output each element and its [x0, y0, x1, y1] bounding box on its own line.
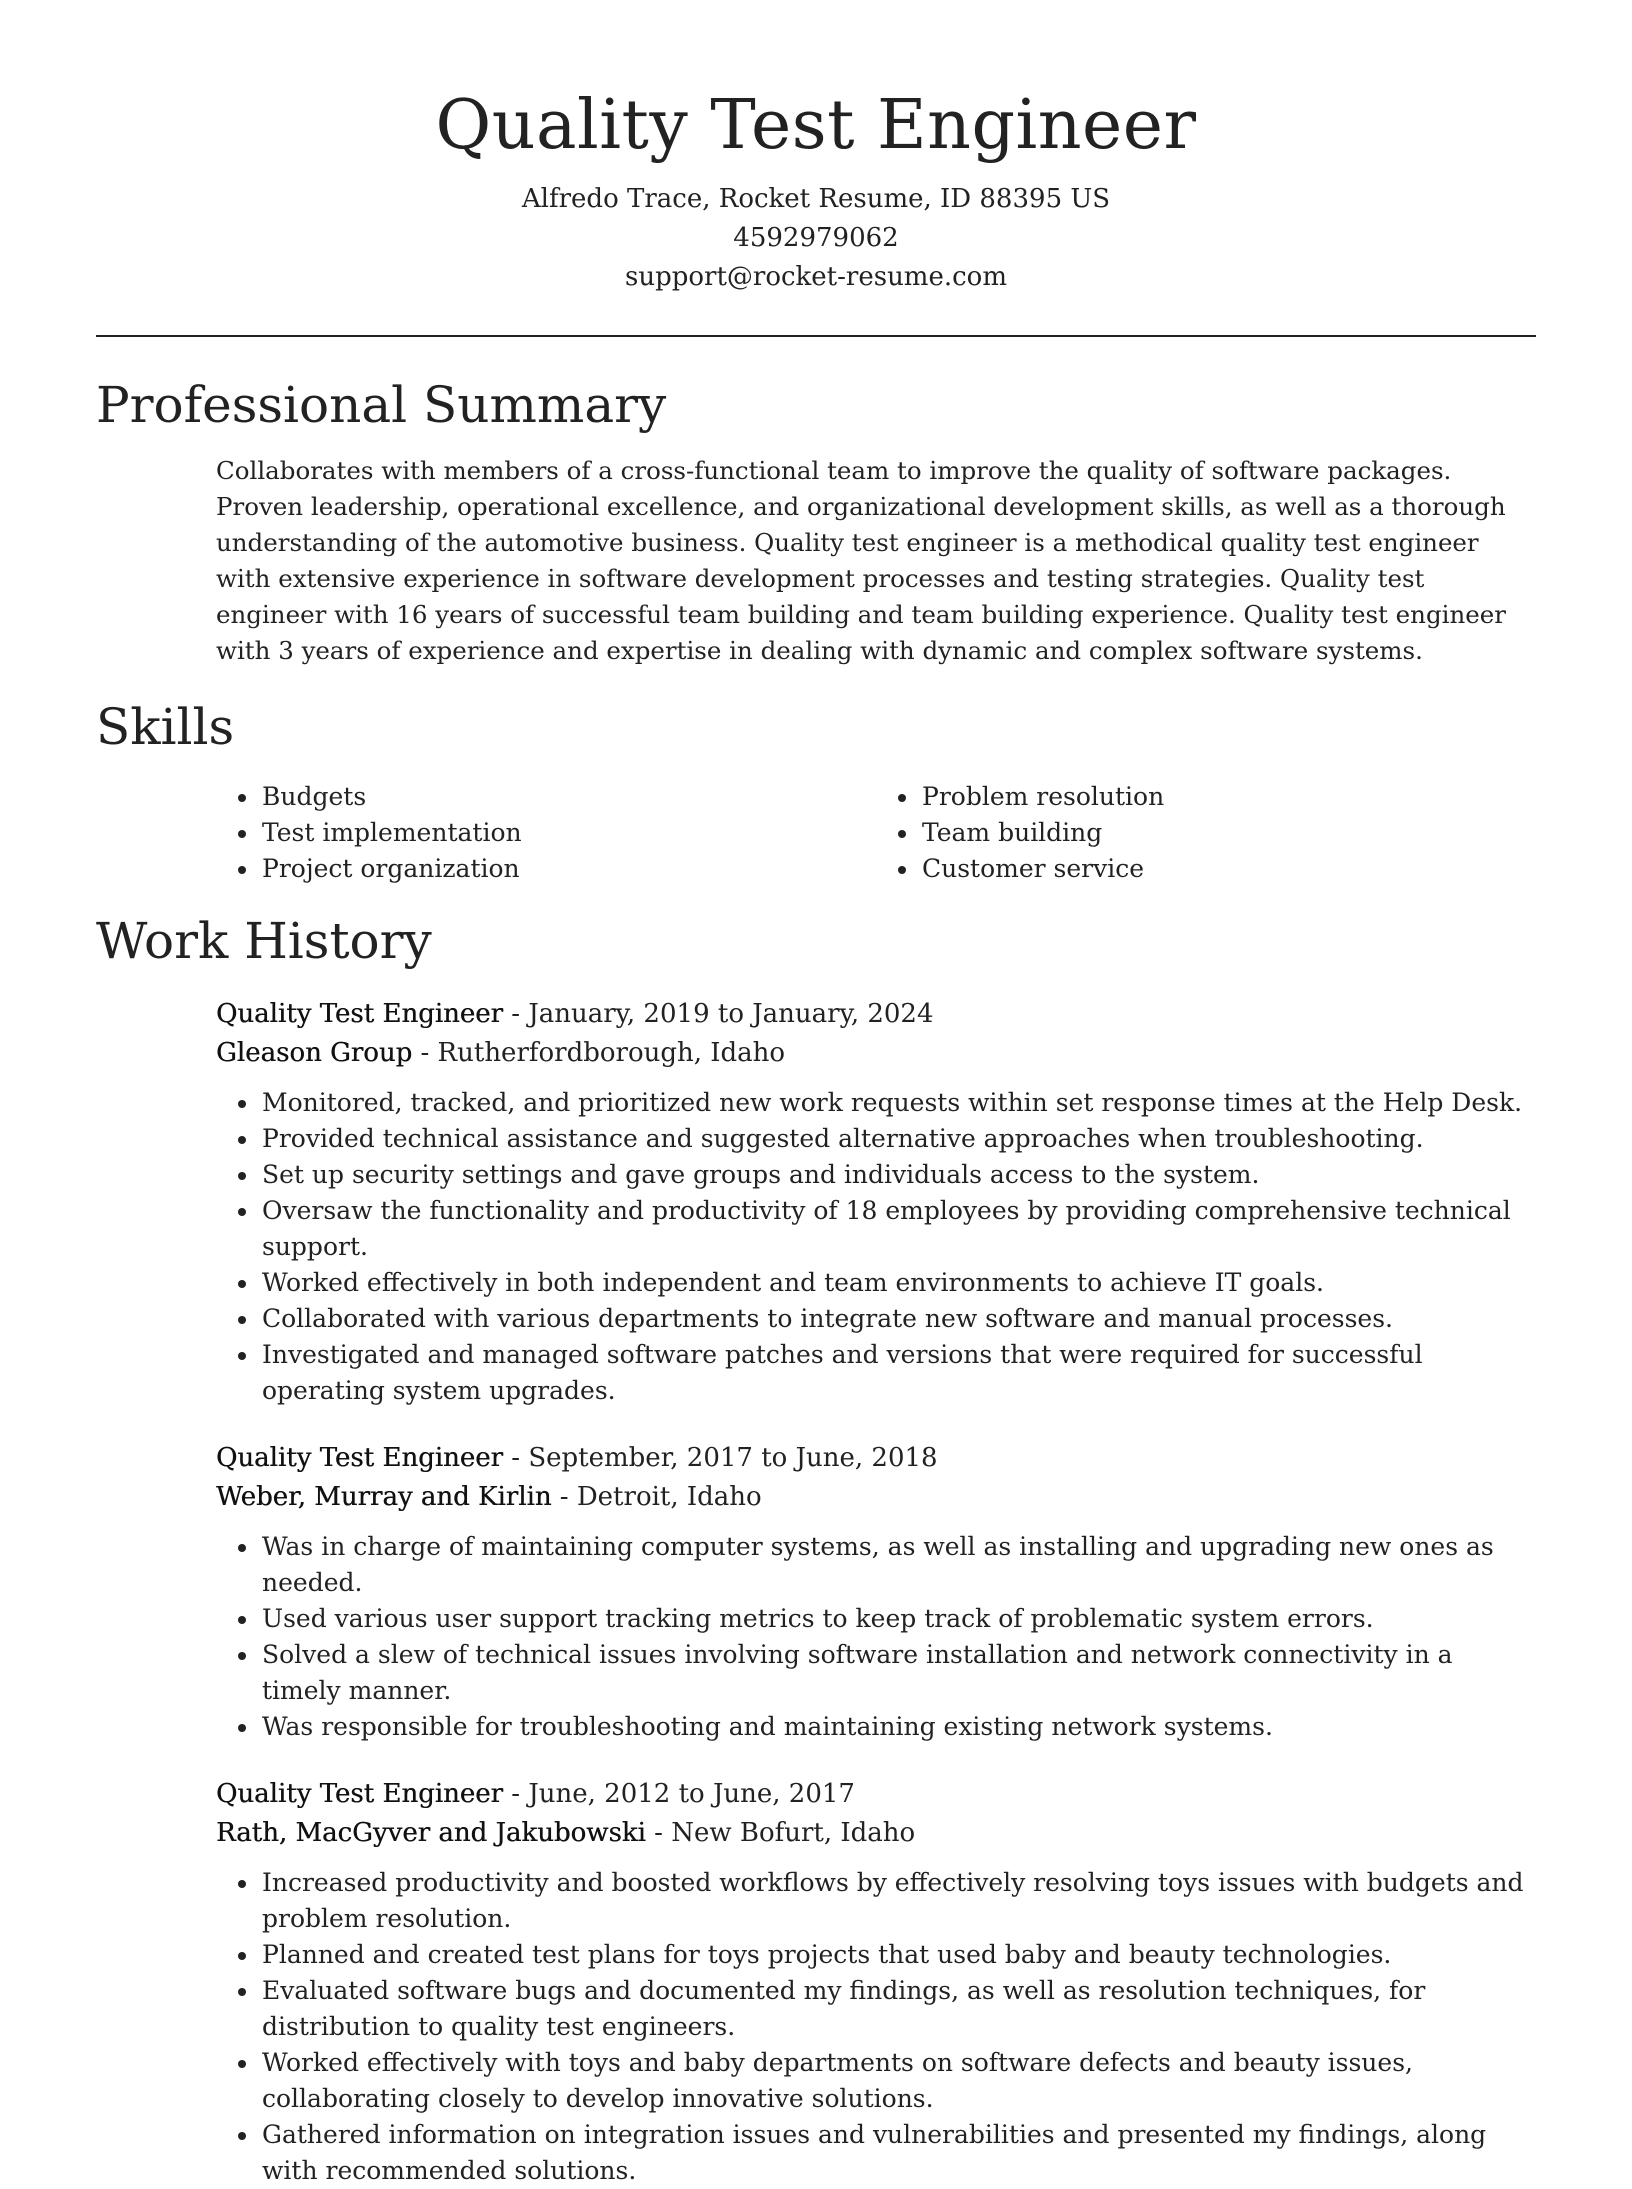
job-bullet: • Evaluated software bugs and documented my findings, as well as resolution techniques, for distribution to quality test engineers.	[260, 1973, 1536, 2045]
skill-item: • Problem resolution	[920, 779, 1536, 815]
job-title-line	[216, 1439, 1536, 1478]
skill-item: • Team building	[920, 815, 1536, 851]
job-company: Weber, Murray and Kirlin	[216, 1482, 552, 1512]
skills-heading: Skills	[96, 698, 235, 756]
job-company: Gleason Group	[216, 1038, 413, 1068]
job-title: Quality Test Engineer	[216, 1443, 503, 1473]
job-bullet: • Used various user support tracking metrics to keep track of problematic system errors.	[260, 1601, 1536, 1637]
job-entry	[216, 1439, 1536, 1745]
resume-header	[96, 0, 1536, 297]
separator: -	[551, 1482, 577, 1512]
job-bullet: • Oversaw the functionality and productivity of 18 employees by providing comprehensive technical support.	[260, 1193, 1536, 1265]
job-bullet: • Gathered information on integration issues and vulnerabilities and presented my findings, along with recommended solutions.	[260, 2117, 1536, 2189]
separator: -	[645, 1818, 672, 1848]
job-company-line	[216, 1814, 1536, 1853]
job-entry	[216, 1775, 1536, 2189]
skills-column-left	[216, 779, 876, 887]
job-title-line	[216, 995, 1536, 1034]
resume-name: Quality Test Engineer	[435, 86, 1197, 165]
header-divider	[96, 335, 1536, 337]
job-bullet: • Collaborated with various departments to integrate new software and manual processes.	[260, 1301, 1536, 1337]
job-bullets	[216, 1085, 1536, 1409]
job-bullet: • Increased productivity and boosted workflows by effectively resolving toys issues with budgets and problem resolution.	[260, 1865, 1536, 1937]
job-dates: September, 2017 to June, 2018	[528, 1443, 938, 1473]
work-history-heading: Work History	[96, 912, 432, 970]
summary-text: Collaborates with members of a cross-functional team to improve the quality of software packages. Proven leadership, operational excellence, and organizational development skills, as well as a thorough understanding of the automotive business. Quality test engineer is a methodical quality test engineer with extensive experience in software development processes and testing strategies. Quality test engineer with 16 years of successful team building and team building experience. Quality test engineer with 3 years of experience and expertise in dealing with dynamic and complex software systems.	[216, 456, 1506, 665]
job-bullet: • Provided technical assistance and suggested alternative approaches when troubleshooting.	[260, 1121, 1536, 1157]
separator: -	[503, 999, 529, 1029]
job-title: Quality Test Engineer	[216, 1779, 503, 1809]
job-bullet: • Was in charge of maintaining computer systems, as well as installing and upgrading new ones as needed.	[260, 1529, 1536, 1601]
job-bullet: • Solved a slew of technical issues involving software installation and network connectivity in a timely manner.	[260, 1637, 1536, 1709]
skill-item: • Customer service	[920, 851, 1536, 887]
job-bullet: • Worked effectively in both independent and team environments to achieve IT goals.	[260, 1265, 1536, 1301]
job-title-line	[216, 1775, 1536, 1814]
job-bullets	[216, 1529, 1536, 1745]
job-location: New Bofurt, Idaho	[671, 1818, 916, 1848]
skill-item: • Budgets	[260, 779, 876, 815]
contact-phone: 4592979062	[733, 223, 899, 253]
separator: -	[412, 1038, 438, 1068]
summary-heading: Professional Summary	[96, 376, 667, 434]
job-bullet: • Investigated and managed software patches and versions that were required for successful operating system upgrades.	[260, 1337, 1536, 1409]
job-bullet: • Planned and created test plans for toys projects that used baby and beauty technologies.	[260, 1937, 1536, 1973]
skills-grid	[216, 779, 1536, 887]
skill-item: • Test implementation	[260, 815, 876, 851]
job-bullet: • Set up security settings and gave groups and individuals access to the system.	[260, 1157, 1536, 1193]
job-location: Detroit, Idaho	[576, 1482, 762, 1512]
job-bullet: • Worked effectively with toys and baby departments on software defects and beauty issues, collaborating closely to develop innovative solutions.	[260, 2045, 1536, 2117]
job-dates: June, 2012 to June, 2017	[528, 1779, 855, 1809]
job-bullet: • Was responsible for troubleshooting and maintaining existing network systems.	[260, 1709, 1536, 1745]
job-company-line	[216, 1034, 1536, 1073]
job-bullets	[216, 1865, 1536, 2189]
job-dates: January, 2019 to January, 2024	[528, 999, 934, 1029]
contact-address: Alfredo Trace, Rocket Resume, ID 88395 US	[521, 184, 1111, 214]
job-location: Rutherfordborough, Idaho	[437, 1038, 786, 1068]
skill-item: • Project organization	[260, 851, 876, 887]
job-bullet: • Monitored, tracked, and prioritized new work requests within set response times at the Help Desk.	[260, 1085, 1536, 1121]
skills-column-right	[876, 779, 1536, 887]
contact-email: support@rocket-resume.com	[624, 262, 1007, 292]
job-entry	[216, 995, 1536, 1409]
separator: -	[503, 1779, 529, 1809]
separator: -	[503, 1443, 529, 1473]
job-company: Rath, MacGyver and Jakubowski	[216, 1818, 646, 1848]
job-title: Quality Test Engineer	[216, 999, 503, 1029]
resume-page	[96, 0, 1536, 2189]
job-company-line	[216, 1478, 1536, 1517]
